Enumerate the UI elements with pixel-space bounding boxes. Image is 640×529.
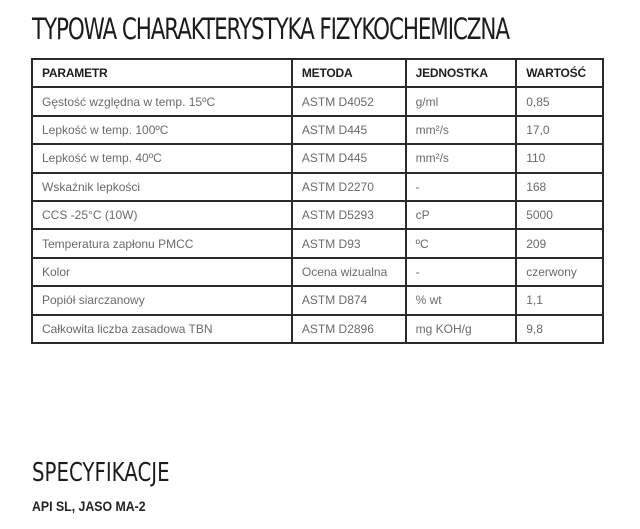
- specifications-text: API SL, JASO MA-2: [32, 498, 146, 514]
- cell-parameter: Lepkość w temp. 40ºC: [32, 144, 292, 172]
- cell-value: 209: [516, 229, 603, 257]
- cell-method: ASTM D5293: [292, 201, 406, 229]
- cell-parameter: Gęstość względna w temp. 15ºC: [32, 87, 292, 115]
- specifications-heading: SPECYFIKACJE: [32, 458, 170, 488]
- cell-unit: mm²/s: [406, 144, 517, 172]
- cell-value: 1,1: [516, 286, 603, 314]
- cell-unit: -: [406, 173, 517, 201]
- column-header-value: WARTOŚĆ: [516, 59, 603, 87]
- cell-parameter: Lepkość w temp. 100ºC: [32, 116, 292, 144]
- properties-table: [31, 58, 604, 344]
- cell-method: Ocena wizualna: [292, 258, 406, 286]
- cell-parameter: Kolor: [32, 258, 292, 286]
- cell-unit: mg KOH/g: [406, 315, 517, 343]
- cell-method: ASTM D2896: [292, 315, 406, 343]
- cell-value: 17,0: [516, 116, 603, 144]
- cell-value: 9,8: [516, 315, 603, 343]
- table-row: [32, 315, 603, 343]
- cell-value: 168: [516, 173, 603, 201]
- cell-parameter: Całkowita liczba zasadowa TBN: [32, 315, 292, 343]
- cell-method: ASTM D4052: [292, 87, 406, 115]
- cell-unit: mm²/s: [406, 116, 517, 144]
- cell-method: ASTM D445: [292, 144, 406, 172]
- cell-unit: g/ml: [406, 87, 517, 115]
- table-row: [32, 87, 603, 115]
- column-header-parameter: PARAMETR: [32, 59, 292, 87]
- table-row: [32, 116, 603, 144]
- table-row: [32, 286, 603, 314]
- table-row: [32, 258, 603, 286]
- cell-method: ASTM D445: [292, 116, 406, 144]
- cell-value: 0,85: [516, 87, 603, 115]
- page-title: TYPOWA CHARAKTERYSTYKA FIZYKOCHEMICZNA: [32, 12, 509, 46]
- cell-unit: cP: [406, 201, 517, 229]
- table-row: [32, 144, 603, 172]
- cell-value: 110: [516, 144, 603, 172]
- cell-method: ASTM D874: [292, 286, 406, 314]
- column-header-method: METODA: [292, 59, 406, 87]
- cell-unit: -: [406, 258, 517, 286]
- cell-method: ASTM D2270: [292, 173, 406, 201]
- cell-parameter: Popiół siarczanowy: [32, 286, 292, 314]
- cell-value: 5000: [516, 201, 603, 229]
- table-row: [32, 229, 603, 257]
- table-row: [32, 173, 603, 201]
- cell-unit: % wt: [406, 286, 517, 314]
- cell-value: czerwony: [516, 258, 603, 286]
- cell-parameter: CCS -25°C (10W): [32, 201, 292, 229]
- cell-unit: ºC: [406, 229, 517, 257]
- table-header-row: [32, 59, 603, 87]
- cell-parameter: Temperatura zapłonu PMCC: [32, 229, 292, 257]
- cell-method: ASTM D93: [292, 229, 406, 257]
- cell-parameter: Wskaźnik lepkości: [32, 173, 292, 201]
- table-row: [32, 201, 603, 229]
- column-header-unit: JEDNOSTKA: [406, 59, 517, 87]
